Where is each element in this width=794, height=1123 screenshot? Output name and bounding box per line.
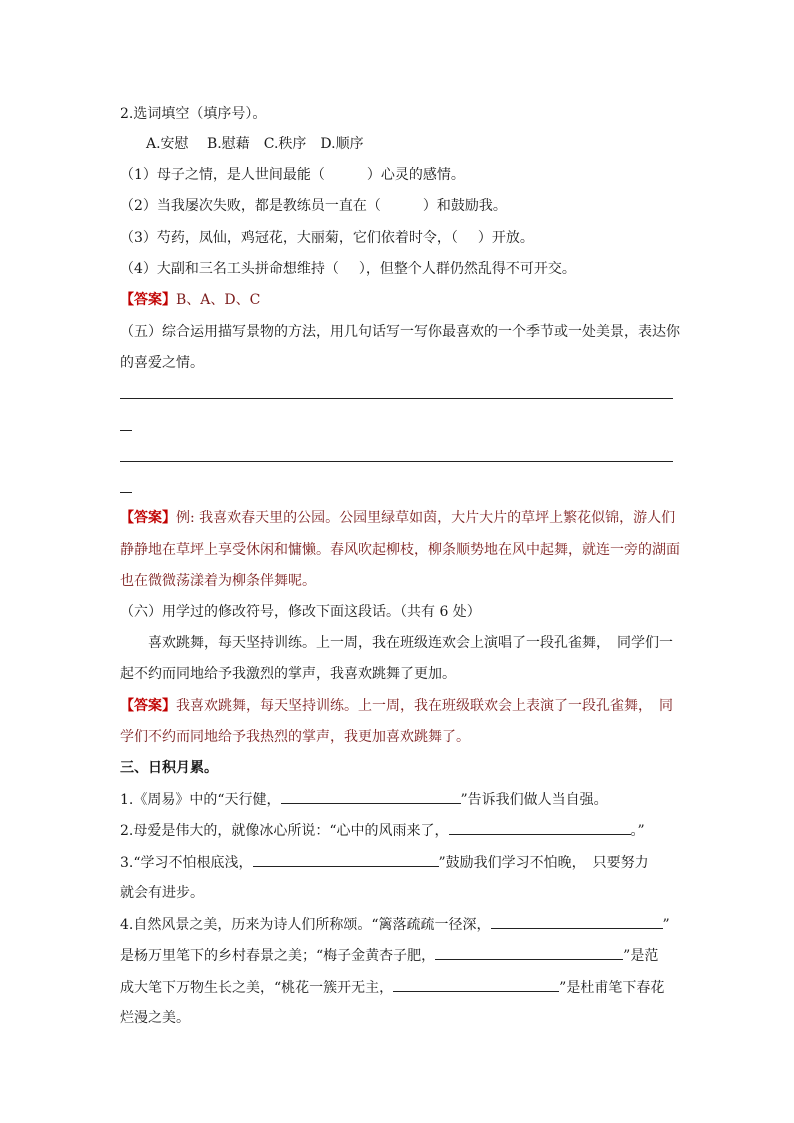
q6-text-line-2: 起不约而同地给予我激烈的掌声，我喜欢跳舞了更加。 <box>120 666 456 682</box>
writing-line-1-tail <box>120 430 132 431</box>
answer-label: 【答案】 <box>120 698 176 714</box>
q6-text-line-1: 喜欢跳舞，每天坚持训练。上一周，我在班级连欢会上演唱了一段孔雀舞， 同学们一 <box>148 635 673 651</box>
q6-answer-line-2: 学们不约而同地给予我热烈的掌声，我更加喜欢跳舞了。 <box>120 729 470 745</box>
q2-title: 2.选词填空（填序号）。 <box>120 106 267 122</box>
fill-blank[interactable] <box>393 977 559 992</box>
s3-item-1: 1.《周易》中的“天行健， ”告诉我们做人当自强。 <box>120 789 608 810</box>
fill-blank[interactable] <box>253 852 439 867</box>
section-3-title: 三、日积月累。 <box>120 760 218 776</box>
q2-item-1: （1）母子之情，是人世间最能（ ）心灵的感情。 <box>120 167 465 183</box>
q6-prompt: （六）用学过的修改符号，修改下面这段话。（共有 6 处） <box>120 604 481 620</box>
q5-answer-line-3: 也在微微荡漾着为柳条伴舞呢。 <box>120 573 316 589</box>
writing-line-2-tail <box>120 492 132 493</box>
q2-item-2: （2）当我屡次失败，都是教练员一直在（ ）和鼓励我。 <box>120 198 507 214</box>
q5-prompt-line-1: （五）综合运用描写景物的方法，用几句话写一写你最喜欢的一个季节或一处美景，表达你 <box>120 324 680 340</box>
s3-item-4-line-2: 是杨万里笔下的乡村春景之美；“梅子金黄杏子肥， ”是范 <box>120 945 658 966</box>
s3-item-4-line-3: 成大笔下万物生长之美，“桃花一簇开无主， ”是杜甫笔下春花 <box>120 977 664 998</box>
q5-answer-line-1: 【答案】例: 我喜欢春天里的公园。公园里绿草如茵，大片大片的草坪上繁花似锦，游人们 <box>120 510 676 526</box>
s3-item-4: 4.自然风景之美，历来为诗人们所称颂。“篱落疏疏一径深， ” <box>120 914 670 935</box>
fill-blank[interactable] <box>281 789 461 804</box>
q2-options: A.安慰 B.慰藉 C.秩序 D.顺序 <box>146 136 364 152</box>
q2-answer: 【答案】B、A、D、C <box>120 292 261 308</box>
fill-blank[interactable] <box>449 820 631 835</box>
writing-line-1 <box>120 398 673 399</box>
q5-prompt-line-2: 的喜爱之情。 <box>120 355 204 371</box>
q2-item-3: （3）芍药，凤仙，鸡冠花，大丽菊，它们依着时令，（ ）开放。 <box>120 230 534 246</box>
s3-item-4-line-4: 烂漫之美。 <box>120 1010 190 1026</box>
q5-answer-line-2: 静静地在草坪上享受休闲和慵懒。春风吹起柳枝，柳条顺势地在风中起舞，就连一旁的湖面 <box>120 542 680 558</box>
fill-blank[interactable] <box>435 945 623 960</box>
answer-label: 【答案】 <box>120 510 176 526</box>
s3-item-3: 3.“学习不怕根底浅， ”鼓励我们学习不怕晚， 只要努力 <box>120 852 649 873</box>
q6-answer-line-1: 【答案】我喜欢跳舞，每天坚持训练。上一周，我在班级联欢会上表演了一段孔雀舞， 同 <box>120 698 673 714</box>
answer-label: 【答案】 <box>120 292 176 308</box>
s3-item-2: 2.母爱是伟大的，就像冰心所说：“心中的风雨来了， 。” <box>120 820 645 841</box>
writing-line-2 <box>120 461 673 462</box>
s3-item-3-cont: 就会有进步。 <box>120 885 204 901</box>
q2-item-4: （4）大副和三名工头拼命想维持（ ），但整个人群仍然乱得不可开交。 <box>120 261 576 277</box>
fill-blank[interactable] <box>491 914 663 929</box>
